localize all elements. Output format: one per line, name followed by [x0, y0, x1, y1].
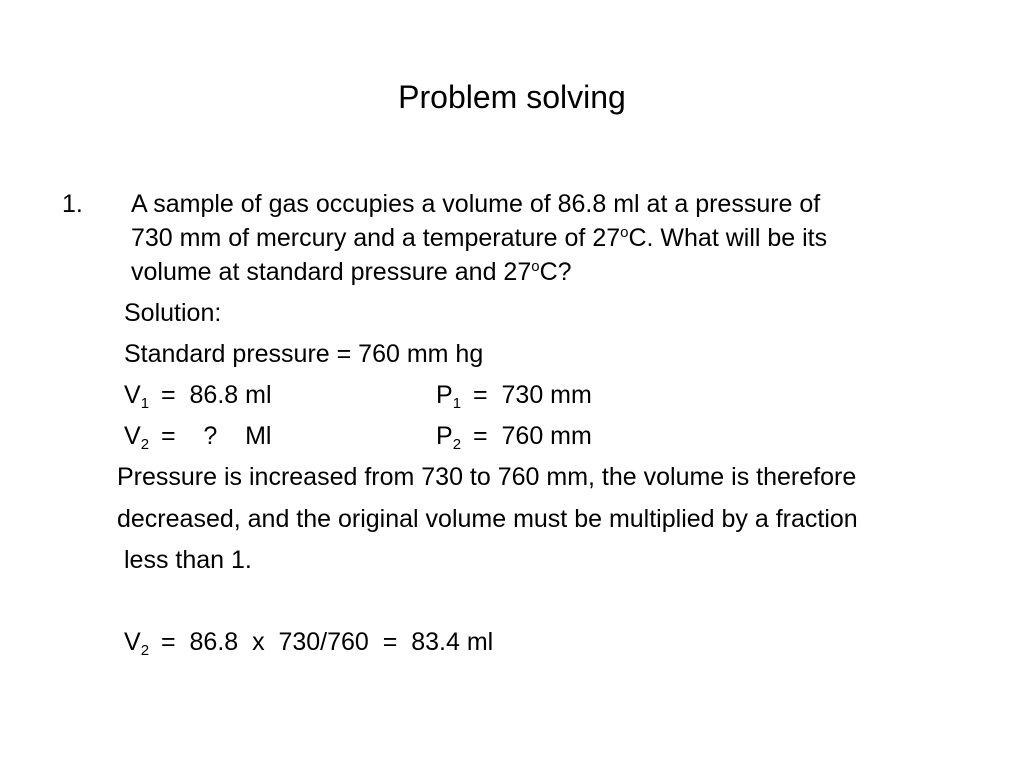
answer-symbol: V — [124, 628, 141, 656]
slide-title: Problem solving — [398, 79, 626, 115]
problem-text-line-3-a: volume at standard pressure and 27 — [131, 258, 532, 286]
standard-pressure-line: Standard pressure = 760 mm hg — [124, 340, 484, 368]
v2-symbol: V — [124, 422, 141, 450]
problem-number: 1. — [62, 190, 83, 218]
v1-symbol: V — [124, 381, 141, 409]
v2-expression: = ? Ml — [161, 422, 272, 450]
p2-expression: = 760 mm — [473, 422, 592, 450]
problem-text-line-2-a: 730 mm of mercury and a temperature of 27 — [131, 224, 621, 252]
p1-subscript: 1 — [452, 395, 462, 412]
degree-superscript: o — [620, 224, 629, 241]
answer-subscript: 2 — [140, 642, 150, 659]
v2-subscript: 2 — [140, 436, 150, 453]
problem-text-line-1: A sample of gas occupies a volume of 86.8 ml at a pressure of — [131, 190, 821, 218]
degree-superscript: o — [531, 258, 540, 275]
p2-subscript: 2 — [452, 436, 462, 453]
solution-heading: Solution: — [124, 299, 222, 327]
answer-equation — [124, 625, 493, 659]
explanation-line-2: decreased, and the original volume must be multiplied by a fraction — [117, 505, 858, 533]
v1-equation — [124, 378, 272, 412]
p2-equation — [436, 419, 592, 453]
p1-equation — [436, 378, 592, 412]
v1-subscript: 1 — [140, 395, 150, 412]
problem-text-line-2 — [131, 221, 827, 255]
explanation-line-1: Pressure is increased from 730 to 760 mm, the volume is therefore — [117, 463, 857, 491]
explanation-line-3: less than 1. — [124, 546, 252, 574]
p2-symbol: P — [436, 422, 453, 450]
problem-text-line-3-b: C? — [539, 258, 572, 286]
problem-text-line-2-b: C. What will be its — [628, 224, 828, 252]
problem-text-line-3 — [131, 255, 572, 289]
p1-symbol: P — [436, 381, 453, 409]
p1-expression: = 730 mm — [473, 381, 592, 409]
v2-equation — [124, 419, 271, 453]
answer-expression: = 86.8 x 730/760 = 83.4 ml — [161, 628, 494, 656]
v1-expression: = 86.8 ml — [161, 381, 272, 409]
